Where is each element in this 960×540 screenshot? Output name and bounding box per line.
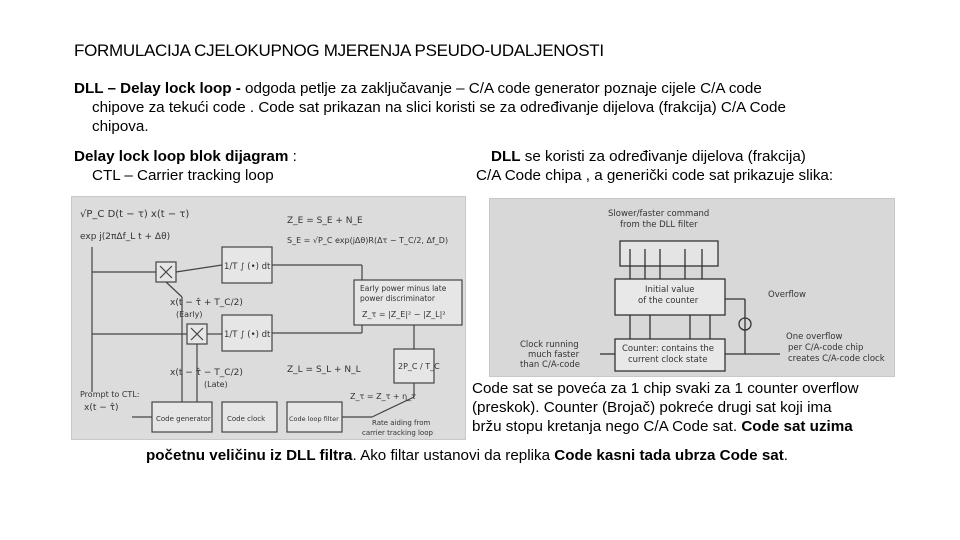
right-caption-line-1 [491,147,806,166]
bottom-text-3b: Code sat uzima [741,418,853,435]
bottom-text-4c: Code kasni tada ubrza Code sat [554,447,784,464]
clock-label-3: than C/A-code [520,360,581,370]
counter-label-2: current clock state [628,355,708,365]
initial-label-2: of the counter [638,296,699,306]
rate-aiding-1: Rate aiding from [372,419,431,427]
filter-equation: Z_τ = Z_τ + η_τ [350,392,417,401]
bottom-line-1: Code sat se poveća za 1 chip svaki za 1 counter overflow [472,380,859,397]
bottom-text-4d: . [783,447,789,464]
left-caption-line-1 [74,147,297,166]
prompt-signal: x(t − τ̂) [84,403,119,413]
bottom-text-4b: . Ako filtar ustanovi da replika [352,447,555,464]
code-clock-block: Code clock [227,415,266,423]
clock-label-1: Clock running [520,340,579,350]
intro-text-1: odgoda petlje za zaključavanje – C/A code generator poznaje cijele C/A code [240,80,762,97]
one-overflow-label-2: per C/A-code chip [788,343,864,353]
rate-aiding-2: carrier tracking loop [362,429,433,437]
command-label-1: Slower/faster command [608,209,710,219]
left-caption-line-2: CTL – Carrier tracking loop [92,167,274,184]
dll-block-diagram-image [71,196,466,440]
right-caption-line-2: C/A Code chipa , a generički code sat prikazuje slika: [476,167,834,184]
bottom-line-4 [146,446,788,465]
bottom-line-2: (preskok). Counter (Brojač) pokreće drugi sat koji ima [472,399,832,416]
early-integrator: 1/T ∫ (•) dt [224,262,271,272]
late-integrator: 1/T ∫ (•) dt [224,330,271,340]
bottom-text-4a: početnu veličinu iz DLL filtra [146,447,353,464]
early-label: (Early) [176,310,203,319]
discriminator-label-1: Early power minus late [360,284,447,293]
page-title: FORMULACIJA CJELOKUPNOG MJERENJA PSEUDO-UDALJENOSTI [74,41,604,60]
intro-line-3: chipova. [92,118,149,135]
code-clock-diagram-image [489,198,895,377]
code-loop-filter-block: Code loop filter [289,415,339,423]
early-signal: x(t − τ̂ + T_C/2) [170,298,243,308]
one-overflow-label-1: One overflow [786,332,843,342]
overflow-label: Overflow [768,290,806,300]
input-formula-2: exp j(2πΔf_L t + Δθ) [80,232,171,242]
left-caption-suffix: : [288,148,297,165]
clock-label-2: much faster [528,350,580,360]
counter-label-1: Counter: contains the [622,344,715,354]
code-generator-block: Code generator [156,415,211,423]
bottom-line-3 [472,417,853,436]
left-caption-term: Delay lock loop blok dijagram [74,148,289,165]
intro-term: DLL – Delay lock loop - [74,80,241,97]
initial-label-1: Initial value [645,285,695,295]
right-caption-text-1: se koristi za određivanje dijelova (frakcija) [520,148,806,165]
late-signal: x(t − τ̂ − T_C/2) [170,368,243,378]
discriminator-equation: Z_τ = |Z_E|² − |Z_L|² [362,310,446,319]
late-equation: Z_L = S_L + N_L [287,365,361,375]
input-formula: √P_C D(t − τ) x(t − τ) [80,209,190,220]
late-label: (Late) [204,380,228,389]
command-label-2: from the DLL filter [620,220,698,230]
early-equation-1: Z_E = S_E + N_E [287,216,363,226]
intro-line-2: chipove za tekući code . Code sat prikazan na slici koristi se za određivanje dijelova (frakcija) C/A Code [92,99,786,116]
prompt-label: Prompt to CTL: [80,390,140,399]
discriminator-label-2: power discriminator [360,294,435,303]
early-equation-2: S_E = √P_C exp(jΔθ)R(Δτ − T_C/2, Δf_D) [287,236,449,245]
intro-line-1 [74,79,762,98]
one-overflow-label-3: creates C/A-code clock [788,354,885,364]
gain-block: 2P_C / T_C [398,362,440,371]
right-caption-term: DLL [491,148,521,165]
bottom-text-3a: bržu stopu kretanja nego C/A Code sat. [472,418,742,435]
